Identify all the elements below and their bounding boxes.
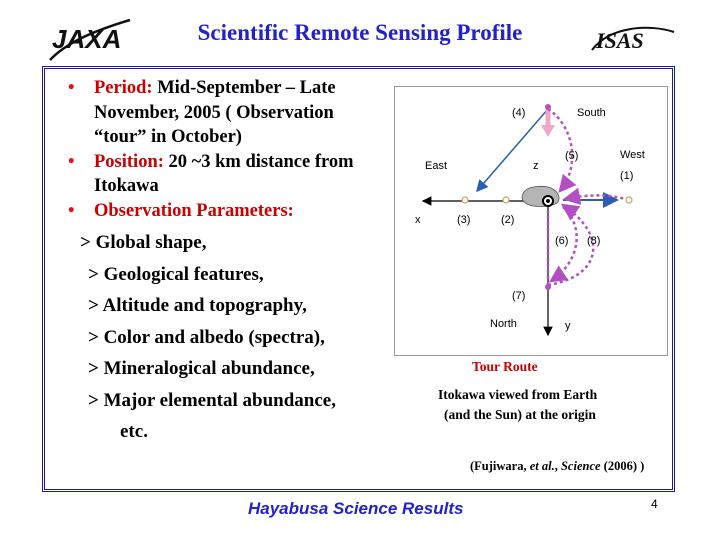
parameter-item: > Altitude and topography, <box>88 295 307 316</box>
parameter-item: > Global shape, <box>80 232 207 253</box>
jaxa-logo <box>40 14 135 66</box>
citation-open: (Fujiwara, <box>470 459 530 473</box>
bullet-position <box>54 150 389 199</box>
bullet-text: Mid-September – Late November, 2005 ( Observation “tour” in October) <box>94 78 336 147</box>
citation-close: (2006) ) <box>600 459 645 473</box>
bullet-label: Observation Parameters: <box>94 200 294 221</box>
citation <box>470 459 644 474</box>
point-3 <box>462 197 468 203</box>
bullet-text: 20 ~3 km distance from Itokawa <box>94 151 354 196</box>
label-p5: (5) <box>565 150 579 162</box>
label-z: z <box>533 160 539 172</box>
svg-text:JAXA: JAXA <box>52 24 122 54</box>
figure-caption-line1: Itokawa viewed from Earth <box>438 387 598 402</box>
label-x: x <box>415 214 421 226</box>
parameter-list <box>54 227 389 448</box>
label-p6: (6) <box>555 235 569 247</box>
bullet-dot-icon: • <box>68 151 75 172</box>
label-p3: (3) <box>457 214 471 226</box>
footer-title: Hayabusa Science Results <box>248 499 464 518</box>
label-p4: (4) <box>512 107 526 119</box>
parameter-item: etc. <box>120 421 148 442</box>
parameter-item: > Major elemental abundance, <box>88 389 336 411</box>
label-p1: (1) <box>620 170 634 182</box>
bullet-parameters <box>54 199 389 224</box>
citation-etal: et al. <box>529 459 555 473</box>
slide-title: Scientific Remote Sensing Profile <box>197 20 523 45</box>
isas-logo <box>590 22 676 56</box>
bullet-label: Period: <box>94 78 153 98</box>
label-south: South <box>577 107 606 119</box>
point-1 <box>626 197 632 203</box>
label-east: East <box>425 160 448 172</box>
tour-route-caption: Tour Route <box>472 359 538 374</box>
citation-journal: Science <box>560 459 601 473</box>
figure-caption-line2: (and the Sun) at the origin <box>444 407 596 422</box>
svg-text:ISAS: ISAS <box>596 28 644 53</box>
bullet-dot-icon: • <box>68 200 75 221</box>
point-2 <box>503 197 509 203</box>
parameter-item: > Color and albedo (spectra), <box>88 326 325 348</box>
label-y: y <box>565 320 571 332</box>
south-east-arrow <box>477 109 548 191</box>
origin-center <box>546 199 550 203</box>
bullet-dot-icon: • <box>68 78 75 98</box>
label-p8: (8) <box>587 235 601 247</box>
bullet-label: Position: <box>94 151 164 172</box>
point-4 <box>545 104 551 110</box>
label-p7: (7) <box>512 290 526 302</box>
label-west: West <box>620 149 645 161</box>
citation-mid: , <box>554 459 561 473</box>
parameter-item: > Mineralogical abundance, <box>88 358 315 379</box>
parameter-item: > Geological features, <box>88 263 264 285</box>
tour-route-diagram <box>394 86 668 356</box>
point-7 <box>545 284 551 290</box>
route-pink-head <box>541 125 555 137</box>
label-p2: (2) <box>501 214 515 226</box>
bullet-period <box>54 76 389 150</box>
bullet-list <box>54 76 389 448</box>
page-number: 4 <box>651 497 658 511</box>
label-north: North <box>490 318 517 330</box>
